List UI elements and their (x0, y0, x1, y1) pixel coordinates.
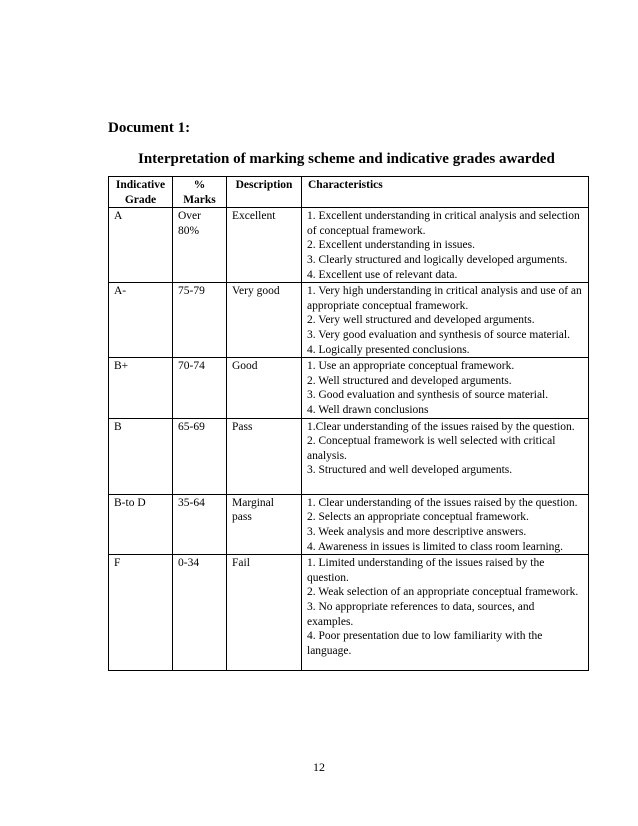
characteristic-item: 1. Use an appropriate conceptual framework. (307, 360, 515, 373)
table-row (109, 283, 589, 358)
characteristic-item: 4. Poor presentation due to low familiarity with the language. (307, 630, 543, 657)
description-cell: Excellent (227, 208, 302, 283)
characteristic-item: 3. Very good evaluation and synthesis of source material. (307, 328, 570, 341)
characteristic-item: 2. Excellent understanding in issues. (307, 239, 475, 252)
header-indicative-grade (109, 177, 173, 208)
table-row (109, 555, 589, 671)
grade-cell: F (109, 555, 173, 671)
marks-cell: 75-79 (173, 283, 227, 358)
characteristic-item: 4. Excellent use of relevant data. (307, 268, 458, 281)
marks-cell: 0-34 (173, 555, 227, 671)
characteristic-item: 3. Week analysis and more descriptive answers. (307, 526, 527, 539)
description-cell: Fail (227, 555, 302, 671)
characteristic-item: 3. Clearly structured and logically developed arguments. (307, 253, 568, 266)
characteristic-item: 1. Very high understanding in critical analysis and use of an appropriate conceptual framework. (307, 285, 582, 312)
characteristic-item: 3. No appropriate references to data, sources, and examples. (307, 601, 535, 628)
characteristic-item: 1. Limited understanding of the issues raised by the question. (307, 557, 545, 584)
grades-table-body (109, 208, 589, 671)
characteristic-item: 1.Clear understanding of the issues raised by the question. (307, 420, 575, 433)
characteristics-cell (302, 358, 589, 418)
header-marks-line1: % (193, 179, 206, 191)
table-row (109, 418, 589, 494)
marks-cell: 65-69 (173, 418, 227, 494)
document-title: Interpretation of marking scheme and indicative grades awarded (138, 151, 555, 167)
header-grade-line1: Indicative (115, 179, 166, 191)
grade-cell: B-to D (109, 494, 173, 554)
table-row (109, 494, 589, 554)
characteristics-cell (302, 208, 589, 283)
header-marks-line2: Marks (183, 193, 216, 206)
description-cell: Marginal pass (227, 494, 302, 554)
characteristic-item: 2. Well structured and developed arguments. (307, 374, 512, 387)
characteristics-cell (302, 494, 589, 554)
grade-cell: A (109, 208, 173, 283)
characteristic-item: 2. Weak selection of an appropriate conceptual framework. (307, 586, 579, 599)
description-cell: Very good (227, 283, 302, 358)
characteristics-cell (302, 555, 589, 671)
header-grade-line2: Grade (124, 193, 157, 206)
table-row (109, 358, 589, 418)
marks-cell: 35-64 (173, 494, 227, 554)
characteristic-item: 3. Good evaluation and synthesis of source material. (307, 389, 549, 402)
characteristic-item: 2. Very well structured and developed arguments. (307, 314, 535, 327)
description-cell: Pass (227, 418, 302, 494)
characteristic-item: 1. Clear understanding of the issues raised by the question. (307, 496, 578, 509)
description-cell: Good (227, 358, 302, 418)
grade-cell: A- (109, 283, 173, 358)
table-row (109, 208, 589, 283)
characteristic-item: 4. Awareness in issues is limited to class room learning. (307, 540, 564, 553)
grade-cell: B+ (109, 358, 173, 418)
characteristics-cell (302, 283, 589, 358)
characteristic-item: 3. Structured and well developed arguments. (307, 464, 513, 477)
table-header-row (109, 177, 589, 208)
header-description: Description (227, 177, 302, 208)
marks-cell: Over 80% (173, 208, 227, 283)
header-characteristics: Characteristics (302, 177, 589, 208)
marks-cell: 70-74 (173, 358, 227, 418)
characteristics-cell (302, 418, 589, 494)
header-percent-marks (173, 177, 227, 208)
document-heading: Document 1: (108, 120, 191, 136)
grade-cell: B (109, 418, 173, 494)
characteristic-item: 2. Conceptual framework is well selected with critical analysis. (307, 435, 556, 462)
characteristic-item: 1. Excellent understanding in critical analysis and selection of conceptual framework. (307, 210, 580, 237)
characteristic-item: 4. Well drawn conclusions (307, 403, 429, 416)
characteristic-item: 4. Logically presented conclusions. (307, 343, 470, 356)
page-number: 12 (313, 760, 325, 774)
characteristic-item: 2. Selects an appropriate conceptual framework. (307, 511, 529, 524)
grades-table (108, 176, 589, 671)
